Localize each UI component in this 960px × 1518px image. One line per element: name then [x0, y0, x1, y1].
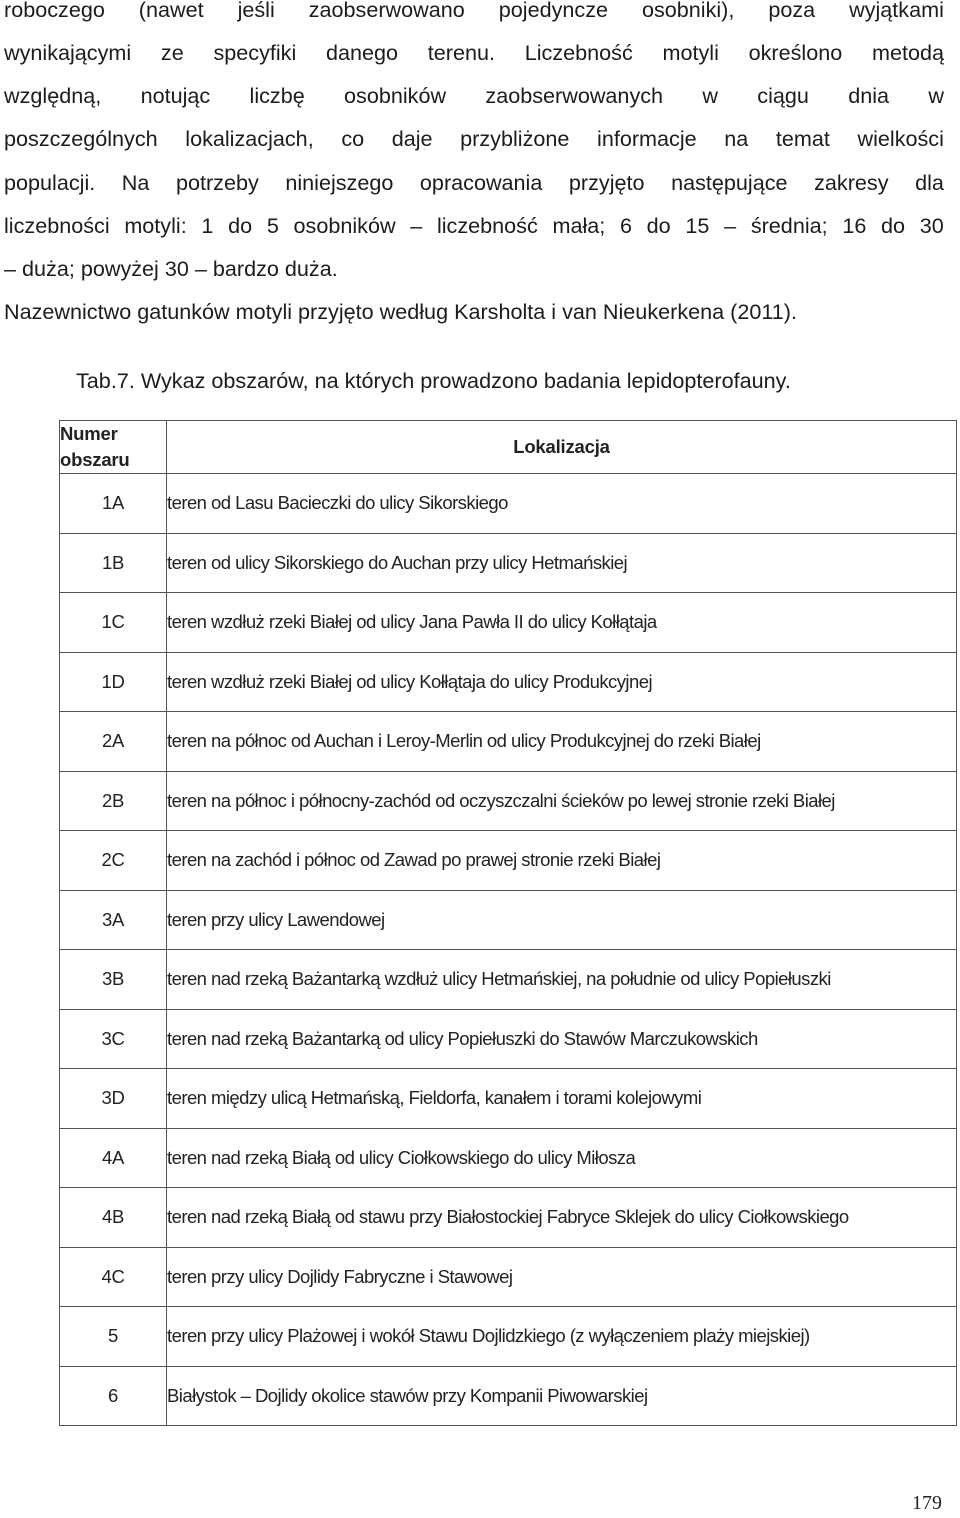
paragraph-word: w [702, 83, 718, 108]
table-row [60, 533, 957, 593]
table-row [60, 712, 957, 772]
area-number: 3C [60, 1009, 167, 1069]
paragraph-word: ze [160, 40, 184, 65]
paragraph-word: roboczego [4, 0, 105, 22]
locations-table [59, 420, 957, 1426]
area-location: teren nad rzeką Białą od ulicy Ciołkowskiego do ulicy Miłosza [167, 1128, 957, 1188]
paragraph-word: przybliżone [460, 126, 570, 151]
paragraph-line [4, 0, 944, 23]
paragraph-line [4, 170, 944, 196]
paragraph-word: dla [915, 170, 944, 195]
paragraph-word: liczbę [249, 83, 305, 108]
paragraph-word: terenu. [427, 40, 495, 65]
paragraph-word: daje [391, 126, 433, 151]
area-number: 1B [60, 533, 167, 593]
paragraph-word: populacji. [4, 170, 96, 195]
paragraph-word: lokalizacjach, [185, 126, 314, 151]
table-row [60, 474, 957, 534]
table-row [60, 1188, 957, 1248]
header-number-line2: obszaru [60, 449, 130, 470]
paragraph-word: notując [140, 83, 211, 108]
paragraph-word: 1 [201, 213, 214, 238]
paragraph-word: niniejszego [285, 170, 394, 195]
paragraph-word: Na [121, 170, 150, 195]
paragraph-word: na [724, 126, 749, 151]
paragraph-word: temat [775, 126, 830, 151]
area-number: 4B [60, 1188, 167, 1248]
paragraph-word: 5 [266, 213, 279, 238]
table-body [60, 474, 957, 1426]
area-number: 3A [60, 890, 167, 950]
paragraph-word: Liczebność [524, 40, 633, 65]
paragraph-line: – duża; powyżej 30 – bardzo duża. [4, 256, 338, 281]
area-number: 2B [60, 771, 167, 831]
paragraph-word: osobników [344, 83, 447, 108]
area-number: 6 [60, 1366, 167, 1426]
table-row [60, 1128, 957, 1188]
paragraph-word: ciągu [757, 83, 809, 108]
area-number: 3B [60, 950, 167, 1010]
paragraph-word: motyli: [124, 213, 187, 238]
header-number-line1: Numer [60, 423, 118, 444]
area-number: 2A [60, 712, 167, 772]
paragraph-word: poza [768, 0, 816, 22]
paragraph-word: w [928, 83, 944, 108]
area-location: teren między ulicą Hetmańską, Fieldorfa, kanałem i torami kolejowymi [167, 1069, 957, 1129]
table-row [60, 890, 957, 950]
page-number: 179 [912, 1492, 942, 1514]
table-row [60, 1247, 957, 1307]
paragraph-word: średnia; [750, 213, 828, 238]
paragraph-word: metodą [871, 40, 944, 65]
paragraph-word: zaobserwowanych [485, 83, 664, 108]
paragraph-word: (nawet [138, 0, 204, 22]
area-location: teren nad rzeką Białą od stawu przy Białostockiej Fabryce Sklejek do ulicy Ciołkowskiego [167, 1188, 957, 1248]
paragraph-word: do [881, 213, 906, 238]
paragraph-word: opracowania [419, 170, 543, 195]
paragraph-word: motyli [662, 40, 719, 65]
paragraph-line: Nazewnictwo gatunków motyli przyjęto według Karsholta i van Nieukerkena (2011). [4, 299, 797, 324]
paragraph-word: – [724, 213, 737, 238]
table-row [60, 1307, 957, 1367]
paragraph-word: osobniki), [641, 0, 735, 22]
paragraph-word: co [341, 126, 365, 151]
paragraph-line [4, 213, 944, 239]
area-location: teren od ulicy Sikorskiego do Auchan przy ulicy Hetmańskiej [167, 533, 957, 593]
area-location: teren od Lasu Bacieczki do ulicy Sikorskiego [167, 474, 957, 534]
area-number: 1C [60, 593, 167, 653]
table-row [60, 831, 957, 891]
paragraph-word: zaobserwowano [308, 0, 465, 22]
area-number: 1A [60, 474, 167, 534]
paragraph-word: przyjęto [568, 170, 645, 195]
paragraph-word: względną, [4, 83, 102, 108]
paragraph-word: poszczególnych [4, 126, 158, 151]
area-number: 5 [60, 1307, 167, 1367]
area-number: 2C [60, 831, 167, 891]
paragraph-word: 6 [619, 213, 632, 238]
paragraph-word: do [646, 213, 671, 238]
table-row [60, 1366, 957, 1426]
paragraph-word: jeśli [237, 0, 275, 22]
paragraph-word: liczebności [4, 213, 110, 238]
area-location: teren na północ i północny-zachód od oczyszczalni ścieków po lewej stronie rzeki Białej [167, 771, 957, 831]
table-row [60, 771, 957, 831]
table-row [60, 1069, 957, 1129]
area-number: 4C [60, 1247, 167, 1307]
area-number: 1D [60, 652, 167, 712]
area-location: teren nad rzeką Bażantarką od ulicy Popiełuszki do Stawów Marczukowskich [167, 1009, 957, 1069]
area-location: Białystok – Dojlidy okolice stawów przy Kompanii Piwowarskiej [167, 1366, 957, 1426]
area-location: teren nad rzeką Bażantarką wzdłuż ulicy Hetmańskiej, na południe od ulicy Popiełuszki [167, 950, 957, 1010]
paragraph-word: wynikającymi [4, 40, 132, 65]
area-number: 3D [60, 1069, 167, 1129]
paragraph-word: danego [325, 40, 399, 65]
paragraph-line [4, 40, 944, 66]
area-location: teren wzdłuż rzeki Białej od ulicy Jana Pawła II do ulicy Kołłątaja [167, 593, 957, 653]
table-caption: Tab.7. Wykaz obszarów, na których prowadzono badania lepidopterofauny. [76, 368, 791, 393]
header-location: Lokalizacja [167, 421, 957, 474]
paragraph-word: wielkości [857, 126, 944, 151]
paragraph-word: liczebność [436, 213, 538, 238]
paragraph-word: dnia [848, 83, 890, 108]
area-location: teren wzdłuż rzeki Białej od ulicy Kołłątaja do ulicy Produkcyjnej [167, 652, 957, 712]
paragraph-word: – [410, 213, 423, 238]
table-row [60, 950, 957, 1010]
paragraph-word: zakresy [814, 170, 889, 195]
paragraph-word: informacje [597, 126, 697, 151]
table-header-row [60, 421, 957, 474]
paragraph-word: następujące [671, 170, 788, 195]
paragraph-word: 16 [842, 213, 867, 238]
paragraph-line [4, 83, 944, 109]
paragraph-line [4, 126, 944, 152]
area-location: teren przy ulicy Lawendowej [167, 890, 957, 950]
paragraph-word: osobników [293, 213, 396, 238]
table-row [60, 652, 957, 712]
area-location: teren na zachód i północ od Zawad po prawej stronie rzeki Białej [167, 831, 957, 891]
area-number: 4A [60, 1128, 167, 1188]
paragraph-word: 30 [919, 213, 944, 238]
paragraph-word: do [228, 213, 253, 238]
paragraph-word: określono [748, 40, 843, 65]
table-row [60, 593, 957, 653]
paragraph-word: wyjątkami [849, 0, 944, 22]
area-location: teren przy ulicy Dojlidy Fabryczne i Stawowej [167, 1247, 957, 1307]
area-location: teren na północ od Auchan i Leroy-Merlin od ulicy Produkcyjnej do rzeki Białej [167, 712, 957, 772]
paragraph-word: potrzeby [175, 170, 259, 195]
paragraph-word: 15 [685, 213, 710, 238]
table-row [60, 1009, 957, 1069]
paragraph-word: specyfiki [213, 40, 297, 65]
paragraph-word: mała; [552, 213, 606, 238]
paragraph-word: pojedyncze [498, 0, 608, 22]
header-number [60, 421, 167, 474]
area-location: teren przy ulicy Plażowej i wokół Stawu Dojlidzkiego (z wyłączeniem plaży miejskiej) [167, 1307, 957, 1367]
